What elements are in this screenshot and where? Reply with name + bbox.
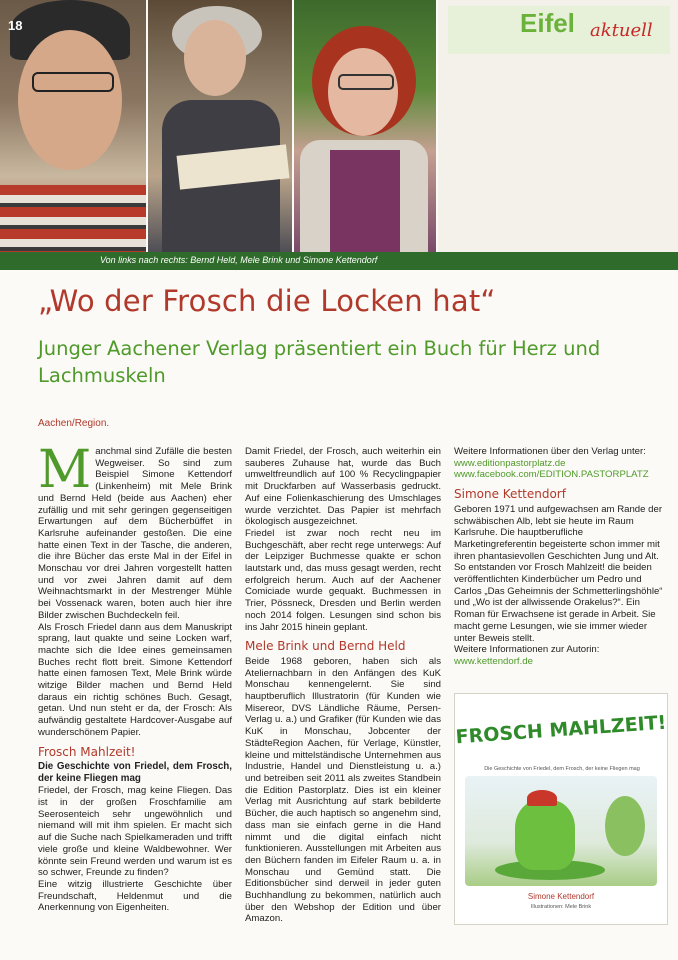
link-publisher-facebook[interactable]: www.facebook.com/EDITION.PASTORPLATZ	[454, 469, 649, 481]
cover-subtitle: Die Geschichte von Friedel, dem Frosch, der keine Fliegen mag	[484, 766, 640, 772]
article-column-1	[38, 440, 232, 914]
paragraph: Geboren 1971 und aufgewachsen am Rande der schwäbischen Alb, lebt sie heute im Raum Karlsruhe. Die hauptberufliche Marketingreferentin begeisterte schon immer mit ihren phantasievollen Geschichten Jung und Alt. So entstanden vor Frosch Mahlzeit! die beiden veröffentlichten Kinderbücher um Pedro und Carlos „Das Geheimnis der Schmetterlingshöhle“ und „Wo ist der allwissende Orakelus?“. Ein Roman für Erwachsene ist gerade in Arbeit. Sie macht gerne Lesungen, wie sie immer wieder unter Beweis stellt.	[454, 503, 663, 644]
section-heading: Simone Kettendorf	[454, 487, 566, 502]
face-shape	[18, 30, 122, 170]
tree-shape	[605, 796, 645, 856]
cover-illustrator: Illustrationen: Mele Brink	[530, 904, 592, 910]
headline: „Wo der Frosch die Locken hat“	[38, 284, 496, 318]
magazine-logo: Eifel	[520, 8, 575, 38]
cover-author: Simone Kettendorf	[527, 892, 595, 901]
photo-caption: Von links nach rechts: Bernd Held, Mele Brink und Simone Kettendorf	[100, 255, 378, 265]
frog-shape	[515, 800, 575, 870]
glasses-shape	[32, 72, 114, 92]
section-heading: Frosch Mahlzeit!	[38, 744, 136, 759]
photo-simone-kettendorf	[294, 0, 436, 252]
article-column-3	[454, 446, 666, 668]
section-subheading: Die Geschichte von Friedel, dem Frosch, der keine Fliegen mag	[38, 761, 232, 785]
paragraph: Als Frosch Friedel dann aus dem Manuskript sprang, laut quakte und seine Locken warf, machte sich die Idee eines gemeinsamen Buches recht flott breit. Simone Kettendorf hatte einen famosen Text, Mele Brink würde witzige Bilder machen und Bernd Held daraus ein richtig schönes Buch. Gesagt, getan. Und nun steht er da, der Frosch: Als aufwändig gestaltete Hardcover-Ausgabe auf wunderschönem Papier.	[38, 621, 232, 738]
paragraph: Weitere Informationen zur Autorin:	[454, 644, 600, 656]
section-heading: Mele Brink und Bernd Held	[245, 639, 406, 654]
face-shape	[328, 48, 398, 136]
paragraph: Eine witzig illustrierte Geschichte über Freundschaft, Heldenmut und die Anerkennung von Eigenheiten.	[38, 878, 232, 914]
photo-mele-brink	[148, 0, 292, 252]
paragraph: Damit Friedel, der Frosch, auch weiterhin ein sauberes Zuhause hat, wurde das Buch umweltfreundlich auf 100 % Recyclingpapier mit Druckfarben auf Wasserbasis gedruckt. Auf eine Folienkaschierung des Umschlages wurde verzichtet. Das Papier ist mehrfach ökologisch ausgezeichnet.	[245, 446, 441, 528]
paragraph: Weitere Informationen über den Verlag unter:	[454, 446, 646, 457]
paragraph: Friedel ist zwar noch recht neu im Buchgeschäft, aber recht rege unterwegs: Auf der Leipziger Buchmesse quakte er schon lautstark und, das muss gesagt werden, recht erfolgreich herum. Auch auf der Aachener Comiciade wurde gequakt. Buchmessen in Trier, Pössneck, Dresden und Berlin werden noch 2014 folgen. Lesungen sind schon bis ins Jahr 2015 hinein geplant.	[245, 527, 441, 633]
paragraph	[38, 440, 232, 622]
cover-illustration	[465, 776, 657, 886]
frog-hat-shape	[527, 790, 557, 806]
top-shape	[330, 150, 400, 252]
drop-cap: M	[38, 440, 92, 500]
photo-caption-bar	[0, 252, 678, 270]
photo-bernd-held	[0, 0, 146, 252]
article-column-2	[245, 446, 441, 925]
face-shape	[184, 20, 246, 96]
glasses-shape	[338, 74, 394, 90]
paragraph: Friedel, der Frosch, mag keine Fliegen. Das ist in der großen Froschfamilie am Seerosenteich sehr ungewöhnlich und niemand will mit ihm spielen. Er macht sich auf die Suche nach Spielkameraden und trifft viele große und kleine Waldbewohner. Wer könnte sein Freund werden und warum ist es so schwer, Freunde zu finden?	[38, 785, 232, 879]
link-publisher-website[interactable]: www.editionpastorplatz.de	[454, 457, 566, 469]
shirt-shape	[0, 185, 146, 252]
paragraph: Beide 1968 geboren, haben sich als Ateliernachbarn in den Anfängen des KuK Monschau kennengelernt. Sie sind hauptberuflich Illustratorin (für Kunden wie Misereor, DVS Ländliche Räume, Persen-Verlag u. a.) und Grafiker (für Kunden wie das KuK in Monschau, Jobcenter der StädteRegion Aachen, für Verlage, Künstler, kleine und mittelständische Unternehmen aus Industrie, Handel und Dienstleistung u. a.) und betreiben seit 2011 als zweites Standbein die Edition Pastorplatz. Dies ist ein kleiner Verlag mit Ausrichtung auf stark bebilderte Bücher, die auch haptisch so angenehm sind, dass man sie einfach gerne in die Hand nimmt und die digital einfach nicht funktionieren. Ausstellungen mit Arbeiten aus den Büchern fanden im Eifeler Raum u. a. in Monschau und Gemünd statt. Die Editionsbücher sind derweil in jeder guten Buchhandlung zu bekommen, natürlich auch über den Webshop der Edition und über Amazon.	[245, 655, 441, 925]
cover-title: FROSCH MAHLZEIT!	[454, 711, 667, 749]
book-cover	[454, 693, 668, 925]
page-number: 18	[8, 18, 23, 33]
paragraph-text: anchmal sind Zufälle die besten Wegweiser. So sind zum Beispiel Simone Kettendorf (Linkenheim) mit Mele Brink und Bernd Held (beide aus Aachen) eher zufällig und mit sehr geringen gegenseitigen Erwartungen auf dem Bücherbüffet in Karlsruhe aufeinander gestoßen. Die eine hatte einen Text in der Tasche, die anderen, die ihre Bücher das erste Mal in der Eifel in Monschau vor drei Jahren vorgestellt hatten und vor zwei Jahren damit auf dem Weihnachtsmarkt in der Mestrenger Mühle bei Vossenack waren, boten auch hier ihre Bilder zwischen Buchdeckeln feil.	[38, 446, 232, 621]
link-author-website[interactable]: www.kettendorf.de	[454, 655, 533, 667]
magazine-logo-suffix: aktuell	[590, 20, 653, 41]
dateline: Aachen/Region.	[38, 418, 110, 429]
subheadline: Junger Aachener Verlag präsentiert ein Buch für Herz und Lachmuskeln	[38, 337, 601, 387]
